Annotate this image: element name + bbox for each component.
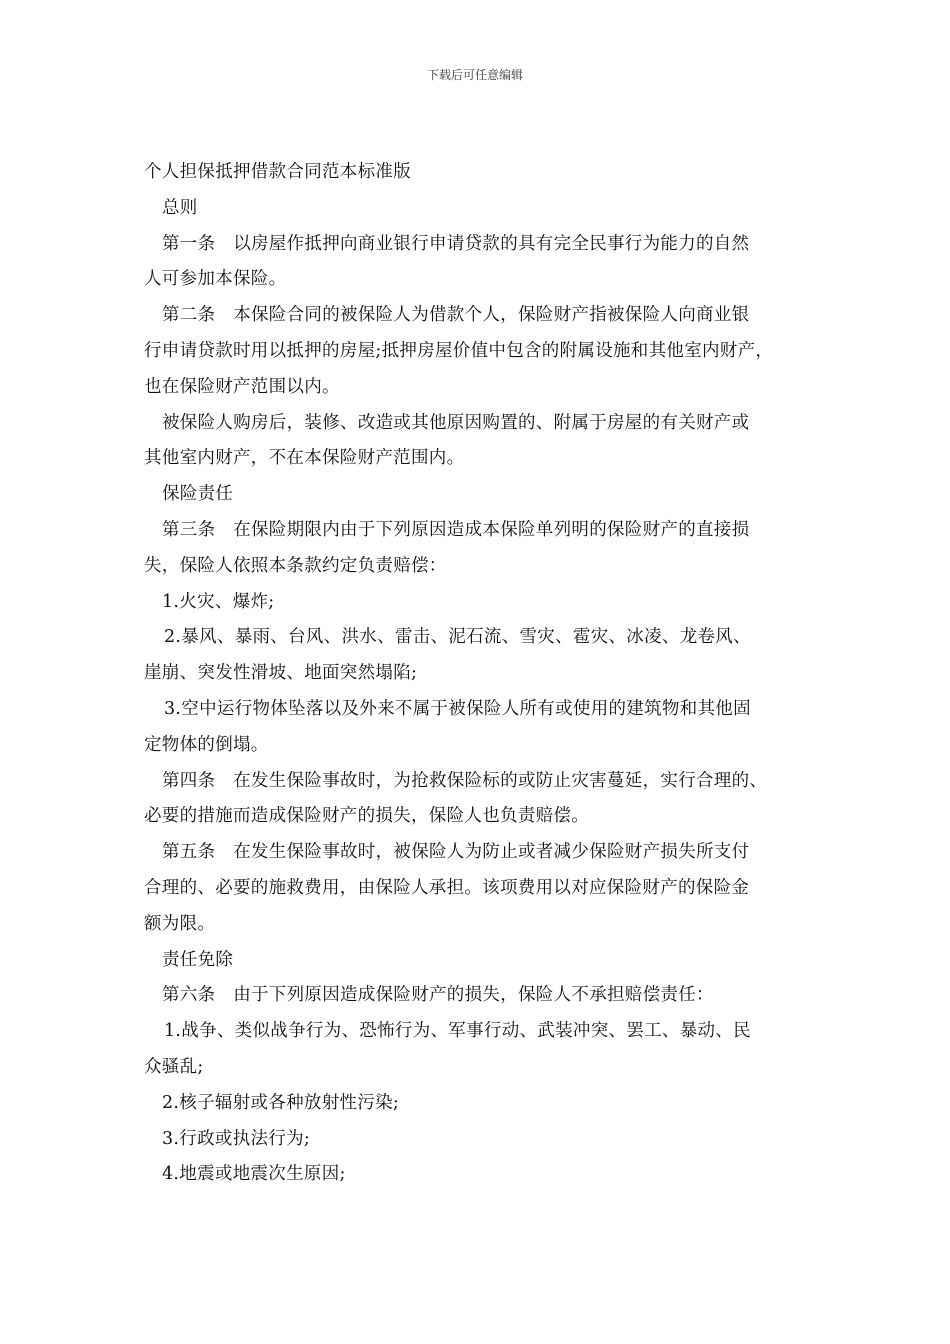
section-heading-liability: 保险责任 [162, 484, 234, 505]
paragraph-line: 崖崩、突发性滑坡、地面突然塌陷; [144, 663, 418, 684]
paragraph-line: 必要的措施而造成保险财产的损失，保险人也负责赔偿。 [144, 806, 589, 827]
list-item: 1.火灾、爆炸; [162, 591, 275, 612]
section-heading-general: 总则 [162, 197, 198, 218]
paragraph-line: 额为限。 [144, 913, 216, 934]
list-item: 2.暴风、暴雨、台风、洪水、雷击、泥石流、雪灾、雹灾、冰凌、龙卷风、 [164, 627, 751, 648]
paragraph-line: 第五条 在发生保险事故时，被保险人为防止或者减少保险财产损失所支付 [162, 842, 750, 863]
document-title: 个人担保抵押借款合同范本标准版 [144, 162, 411, 182]
paragraph-line: 其他室内财产，不在本保险财产范围内。 [144, 448, 465, 469]
paragraph-line: 也在保险财产范围以内。 [144, 376, 340, 397]
section-heading-exclusions: 责任免除 [162, 949, 234, 970]
page-header-note: 下载后可任意编辑 [426, 68, 523, 82]
list-item: 3.空中运行物体坠落以及外来不属于被保险人所有或使用的建筑物和其他固 [164, 698, 751, 719]
paragraph-line: 失，保险人依照本条款约定负责赔偿： [144, 555, 447, 576]
paragraph-line: 合理的、必要的施救费用，由保险人承担。该项费用以对应保险财产的保险金 [144, 877, 750, 898]
list-item: 4.地震或地震次生原因; [162, 1164, 346, 1185]
paragraph-line: 行申请贷款时用以抵押的房屋;抵押房屋价值中包含的附属设施和其他室内财产， [144, 340, 774, 361]
paragraph-line: 人可参加本保险。 [144, 269, 287, 290]
paragraph-line: 第一条 以房屋作抵押向商业银行申请贷款的具有完全民事行为能力的自然 [162, 233, 750, 254]
list-item: 2.核子辐射或各种放射性污染; [162, 1092, 400, 1113]
document-body [144, 155, 820, 1193]
paragraph-line: 第二条 本保险合同的被保险人为借款个人，保险财产指被保险人向商业银 [162, 305, 750, 326]
paragraph-line: 众骚乱; [144, 1056, 204, 1077]
paragraph-line: 第六条 由于下列原因造成保险财产的损失，保险人不承担赔偿责任： [162, 985, 714, 1006]
list-item: 3.行政或执法行为; [162, 1128, 311, 1149]
paragraph-line: 被保险人购房后，装修、改造或其他原因购置的、附属于房屋的有关财产或 [162, 412, 750, 433]
paragraph-line: 第四条 在发生保险事故时，为抢救保险标的或防止灾害蔓延，实行合理的、 [162, 770, 768, 791]
paragraph-line: 定物体的倒塌。 [144, 734, 269, 755]
paragraph-line: 第三条 在保险期限内由于下列原因造成本保险单列明的保险财产的直接损 [162, 519, 750, 540]
list-item: 1.战争、类似战争行为、恐怖行为、军事行动、武装冲突、罢工、暴动、民 [164, 1021, 751, 1042]
